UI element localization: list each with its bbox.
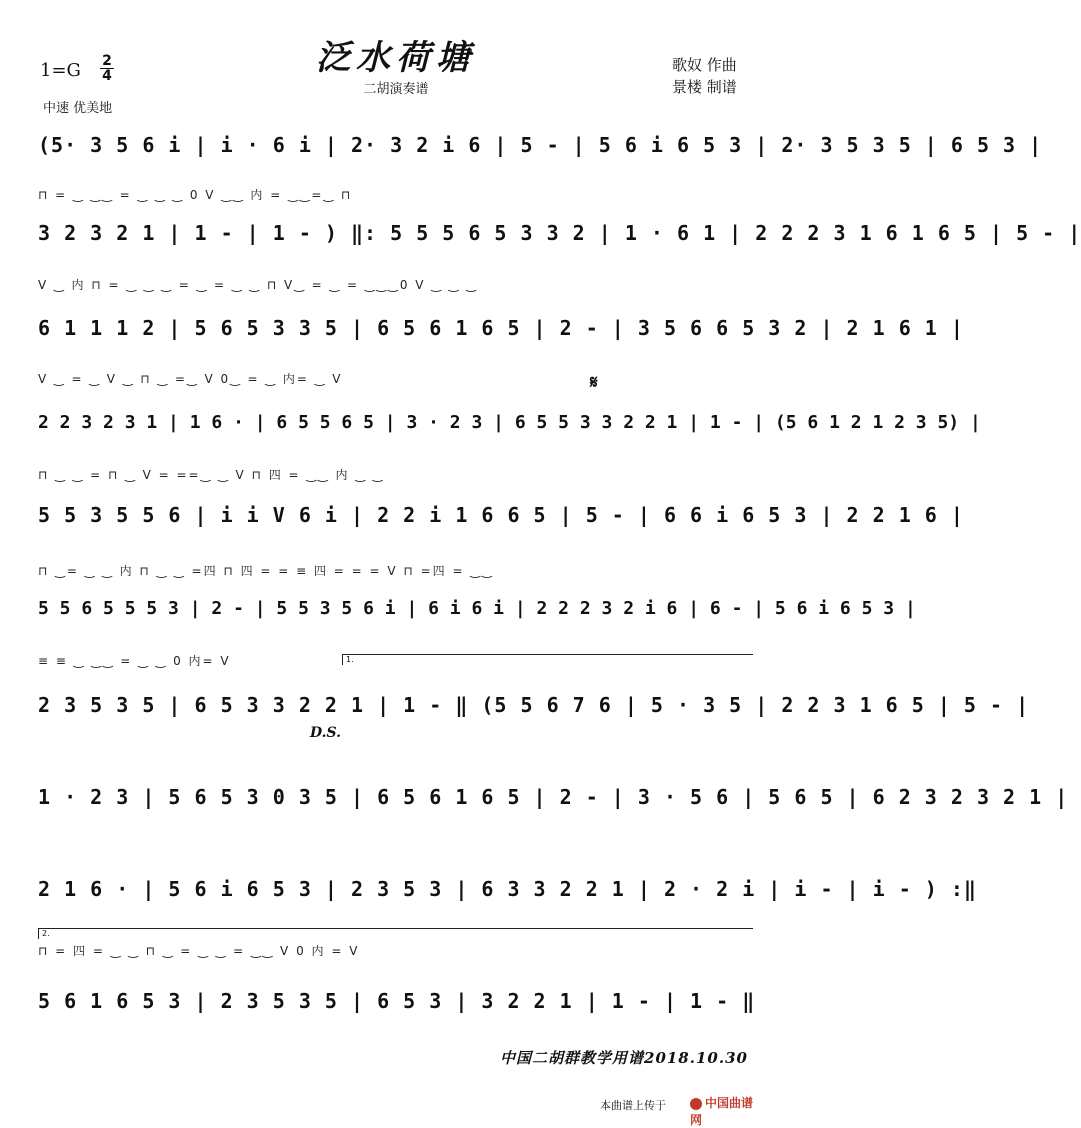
notes-row-9: 2 1 6 · | 5 6 i 6 5 3 | 2 3 5 3 | 6 3 3 2 2 1 | 2 · 2 i | i - | i - ) :‖	[38, 877, 977, 901]
notes-row-3: 6 1 1 1 2 | 5 6 5 3 3 5 | 6 5 6 1 6 5 | 2 - | 3 5 6 6 5 3 2 | 2 1 6 1 |	[38, 316, 964, 340]
bowing-row-10: ⊓ = 四 = ‿ ‿ ⊓ ‿ = ‿ ‿ = ‿‿ V 0 内 = V	[38, 944, 360, 958]
dal-segno: D.S.	[310, 725, 342, 741]
notes-row-2: 3 2 3 2 1 | 1 - | 1 - ) ‖: 5 5 5 6 5 3 3 2 | 1 · 6 1 | 2 2 2 3 1 6 1 6 5 | 5 - |	[38, 221, 1081, 245]
notes-row-7: 2 3 5 3 5 | 6 5 3 3 2 2 1 | 1 - ‖ (5 5 6 7 6 | 5 · 3 5 | 2 2 3 1 6 5 | 5 - |	[38, 693, 1030, 717]
notes-row-6: 5 5 6 5 5 5 3 | 2 - | 5 5 3 5 6 i | 6 i 6 i | 2 2 2 3 2 i 6 | 6 - | 5 6 i 6 5 3 |	[38, 598, 916, 619]
staff-row-5	[38, 494, 964, 536]
bowing-row-2: ⊓ = ‿ ‿‿ = ‿ ‿ ‿ 0 V ‿‿ 内 = ‿‿=‿ ⊓	[38, 188, 353, 202]
bowing-row-3: V ‿ 内 ⊓ = ‿ ‿ ‿ = ‿ = ‿ ‿ ⊓ V‿ = ‿ = ‿‿‿0 V ‿ ‿ ‿	[38, 278, 478, 292]
staff-row-3	[38, 307, 964, 349]
volta-1-label: 1.	[346, 655, 354, 664]
bowing-row-7: ≡ ≡ ‿ ‿‿ = ‿ ‿ 0 内= V	[38, 654, 231, 668]
time-top: 2	[102, 53, 112, 69]
staff-row-6	[38, 588, 916, 630]
tempo-marking: 中速 优美地	[43, 101, 113, 116]
segno-sign: 𝄋	[590, 372, 598, 393]
notes-row-5: 5 5 3 5 5 6 | i i V 6 i | 2 2 i 1 6 6 5 | 5 - | 6 6 i 6 5 3 | 2 2 1 6 |	[38, 503, 964, 527]
staff-row-1	[38, 124, 1043, 166]
notes-row-1: (5· 3 5 6 i | i · 6 i | 2· 3 2 i 6 | 5 - | 5 6 i 6 5 3 | 2· 3 5 3 5 | 6 5 3 |	[38, 133, 1043, 157]
staff-row-8	[38, 776, 1069, 818]
composer: 歌奴 作曲	[672, 56, 737, 74]
footer-credit: 中国二胡群教学用谱2018.10.30	[500, 1049, 748, 1067]
key-signature: 1=G	[40, 60, 81, 81]
volta-1	[342, 654, 753, 665]
notes-row-10: 5 6 1 6 5 3 | 2 3 5 3 5 | 6 5 3 | 3 2 2 1 | 1 - | 1 - ‖	[38, 989, 756, 1013]
notes-row-8: 1 · 2 3 | 5 6 5 3 0 3 5 | 6 5 6 1 6 5 | 2 - | 3 · 5 6 | 5 6 5 | 6 2 3 2 3 2 1 |	[38, 785, 1069, 809]
volta-2-label: 2.	[42, 929, 50, 938]
score-subtitle: 二胡演奏谱	[363, 82, 429, 97]
site-logo-icon	[690, 1098, 702, 1110]
bowing-row-5: ⊓ ‿ ‿ = ⊓ ‿ V = ==‿ ‿ V ⊓ 四 = ‿‿ 内 ‿ ‿	[38, 468, 385, 482]
staff-row-10	[38, 980, 754, 1022]
site-logo[interactable]	[690, 1094, 762, 1127]
upload-note: 本曲谱上传于	[600, 1099, 666, 1112]
staff-row-2	[38, 212, 1081, 254]
bowing-row-4: V ‿ = ‿ V ‿ ⊓ ‿ =‿ V 0‿ = ‿ 内= ‿ V	[38, 372, 343, 386]
arranger: 景楼 制谱	[672, 78, 737, 96]
time-signature	[100, 54, 114, 83]
staff-row-7	[38, 684, 1030, 726]
credits	[672, 54, 737, 98]
score-title: 泛水荷塘	[316, 38, 476, 78]
site-name: 中国曲谱网	[690, 1096, 754, 1127]
bowing-row-6: ⊓ ‿= ‿ ‿ 内 ⊓ ‿ ‿ =四 ⊓ 四 = = ≡ 四 = = = V ⊓ =四 = ‿‿	[38, 564, 494, 578]
time-bottom: 4	[100, 68, 114, 83]
volta-2	[38, 928, 753, 939]
staff-row-4	[38, 402, 981, 444]
notes-row-4: 2 2 3 2 3 1 | 1 6 · | 6 5 5 6 5 | 3 · 2 3 | 6 5 5 3 3 2 2 1 | 1 - | (5 6 1 2 1 2 3 5) |	[38, 412, 981, 433]
staff-row-9	[38, 868, 977, 910]
